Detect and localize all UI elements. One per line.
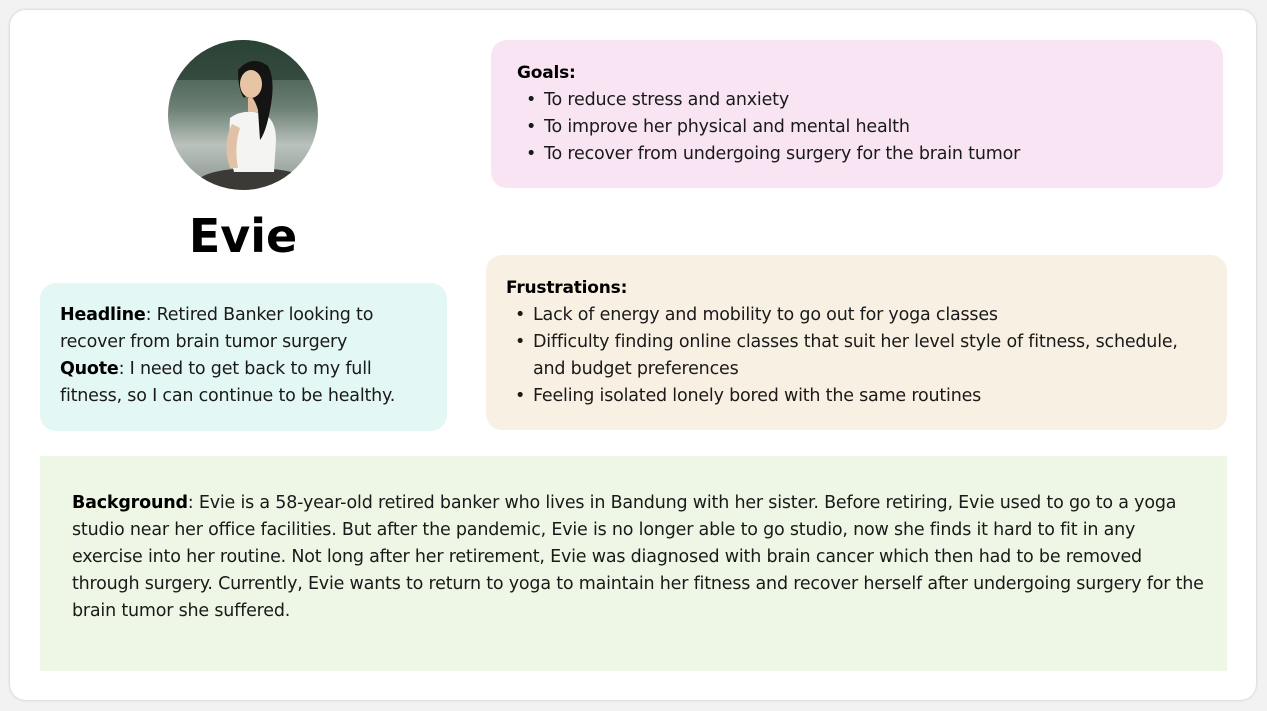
frustration-text: Lack of energy and mobility to go out for yoga classes [533,305,998,325]
list-item [506,383,1207,410]
background-label: Background [72,493,188,513]
frustration-text: Feeling isolated lonely bored with the same routines [533,386,982,406]
bullet-icon: • [515,305,526,325]
persona-name: Evie [188,209,298,263]
goal-text: To reduce stress and anxiety [544,90,789,110]
bullet-icon: • [526,90,537,110]
list-item [517,141,1203,168]
goals-list [517,87,1203,168]
bullet-icon: • [526,117,537,137]
background-card [40,456,1227,671]
headline-card [40,283,447,431]
frustrations-card [486,255,1227,430]
frustrations-title: Frustrations: [506,278,628,298]
quote-label: Quote [60,359,119,379]
avatar-photo [168,40,318,190]
bullet-icon: • [515,386,526,406]
persona-card [10,10,1256,700]
bullet-icon: • [515,332,526,352]
list-item [506,302,1207,329]
quote-line [60,356,429,410]
frustrations-list [506,302,1207,410]
goals-title: Goals: [517,63,576,83]
bullet-icon: • [526,144,537,164]
goal-text: To recover from undergoing surgery for the brain tumor [544,144,1021,164]
list-item [517,87,1203,114]
headline-text: : Retired Banker looking to recover from brain tumor surgery [60,305,374,352]
frustration-text: Difficulty finding online classes that suit her level style of fitness, schedule, and budget preferences [533,332,1178,379]
avatar [168,40,318,190]
headline-line [60,302,429,356]
list-item [517,114,1203,141]
goals-card [491,40,1223,188]
background-text: : Evie is a 58-year-old retired banker who lives in Bandung with her sister. Before retiring, Evie used to go to a yoga studio near her office facilities. But after the pandemic, Evie is no longer able to go studio, now she finds it hard to fit in any exercise into her routine. Not long after her retirement, Evie was diagnosed with brain cancer which then had to be removed through surgery. Currently, Evie wants to return to yoga to maintain her fitness and recover herself after undergoing surgery for the brain tumor she suffered. [72,493,1204,621]
list-item [506,329,1207,383]
quote-text: : I need to get back to my full fitness, so I can continue to be healthy. [60,359,396,406]
headline-label: Headline [60,305,146,325]
goal-text: To improve her physical and mental health [544,117,910,137]
